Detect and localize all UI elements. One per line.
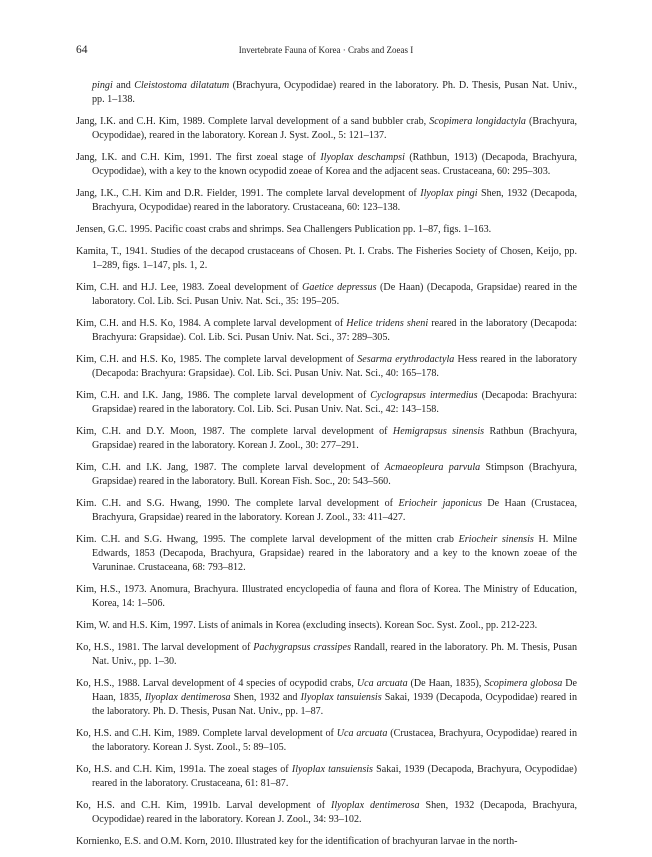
species-name: Gaetice depressus (302, 281, 377, 293)
reference-entry-jang-kim-1991 (76, 151, 577, 179)
reference-text: Ko, H.S., 1981. The larval development of (76, 641, 254, 653)
reference-text: Hess reared in the laboratory (Decapoda: Brachyura: Grapsidae). Col. Lib. Sci. Pusan Univ. Nat. Sci., 40: 165–178. (92, 353, 577, 379)
reference-entry-kim-jang-1986 (76, 389, 577, 417)
species-name: Ilyoplax dentimerosa (331, 800, 420, 811)
reference-text: (Brachyura, Ocypodidae), reared in the laboratory. Korean J. Syst. Zool., 5: 121–137. (92, 116, 577, 142)
reference-text: Kamita, T., 1941. Studies of the decapod crustaceans of Chosen. Pt. I. Crabs. The Fisheries Society of Chosen, Keijo, pp. 1–289, figs. 1–147, pls. 1, 2. (76, 245, 577, 271)
reference-text: (De Haan, 1835), (407, 677, 485, 689)
species-name: Cleistostoma dilatatum (134, 80, 230, 91)
reference-text: (De Haan) (Decapoda, Grapsidae) reared in the laboratory. Col. Lib. Sci. Pusan Univ. Nat. Sci., 35: 195–205. (92, 281, 578, 307)
reference-entry-kim-ko-1984 (76, 317, 577, 345)
reference-list (76, 79, 577, 857)
reference-text: Kim, C.H. and H.J. Lee, 1983. Zoeal development of (76, 281, 303, 293)
reference-text: Ko, H.S., 1988. Larval development of 4 species of ocypodid crabs, (76, 677, 357, 689)
reference-entry-kim-hwang-1995 (76, 533, 577, 576)
species-name: Ilyoplax dentimerosa (144, 692, 231, 703)
reference-text: (Rathbun, 1913) (Decapoda, Brachyura, Ocypodidae), with a key to the known ocypodid zoeae of Korea and the adjacent seas. Crustaceana, 60: 295–303. (92, 152, 577, 178)
reference-text: Kim, H.S., 1973. Anomura, Brachyura. Illustrated encyclopedia of fauna and flora of Korea. The Ministry of Education, Korea, 14: 1–506. (76, 584, 577, 610)
reference-text: Jang, I.K. and C.H. Kim, 1991. The first zoeal stage of (76, 152, 321, 163)
reference-entry-ko-1981 (76, 641, 577, 669)
reference-text: Ko, H.S. and C.H. Kim, 1991b. Larval development of (76, 800, 331, 811)
reference-entry-kim-moon-1987 (76, 425, 577, 453)
reference-text: Randall, reared in the laboratory. Ph. M. Thesis, Pusan Nat. Univ., pp. 1–30. (92, 641, 577, 667)
reference-text: Kornienko, E.S. and O.M. Korn, 2010. Illustrated key for the identification of brachyuran larvae in the north- (76, 836, 518, 847)
reference-entry-jang-kim-fielder-1991 (76, 187, 577, 215)
reference-text: De Haan, 1835, (92, 677, 578, 703)
reference-text: Kim, W. and H.S. Kim, 1997. Lists of animals in Korea (excluding insects). Korean Soc. Syst. Zool., pp. 212-223. (76, 620, 538, 631)
species-name: pingi (92, 80, 113, 91)
reference-entry-kim-lee-1983 (76, 281, 577, 309)
reference-text: and (112, 80, 135, 91)
reference-text: Jensen, G.C. 1995. Pacific coast crabs and shrimps. Sea Challengers Publication pp. 1–87, figs. 1–163. (76, 224, 492, 235)
reference-entry-jang-kim-1989 (76, 115, 577, 143)
species-name: Eriocheir sinensis (458, 533, 534, 545)
reference-entry-ko-kim-1991a (76, 763, 577, 791)
reference-text: (Decapoda: Brachyura: Grapsidae) reared in the laboratory. Col. Lib. Sci. Pusan Univ. Nat. Sci., 42: 143–158. (92, 389, 578, 415)
reference-text: Kim. C.H. and S.G. Hwang, 1990. The complete larval development of (76, 497, 399, 509)
species-name: Scopimera globosa (484, 677, 563, 689)
species-name: Ilyoplax pingi (420, 188, 478, 199)
reference-text: Shen, 1932 and (230, 692, 301, 703)
reference-text: (Brachyura, Ocypodidae) reared in the laboratory. Ph. D. Thesis, Pusan Nat. Univ., pp. 1–138. (92, 80, 578, 106)
species-name: Cyclograpsus intermedius (370, 389, 478, 401)
reference-text: Sakai, 1939 (Decapoda, Brachyura, Ocypodidae) reared in the laboratory. Crustaceana, 61: 81–87. (92, 764, 577, 790)
species-name: Ilyoplax tansuiensis (300, 692, 382, 703)
species-name: Sesarma erythrodactyla (357, 353, 455, 365)
reference-text: Kim, C.H. and I.K. Jang, 1987. The complete larval development of (76, 461, 385, 473)
reference-entry-ko-kim-1991b (76, 799, 577, 827)
reference-entry-kornienko-korn-2010 (76, 835, 577, 849)
page-number: 64 (76, 44, 88, 56)
species-name: Uca arcuata (356, 677, 408, 689)
reference-text: Kim, C.H. and H.S. Ko, 1984. A complete larval development of (76, 317, 347, 329)
reference-entry-ko-1988 (76, 677, 577, 720)
reference-text: Kim, C.H. and H.S. Ko, 1985. The complete larval development of (76, 353, 358, 365)
species-name: Ilyoplax tansuiensis (291, 764, 373, 775)
reference-text: Rathbun (Brachyura, Grapsidae) reared in the laboratory. Korean J. Zool., 30: 277–291. (92, 425, 577, 451)
reference-entry-kim-jang-1987 (76, 461, 577, 489)
species-name: Hemigrapsus sinensis (392, 425, 485, 437)
reference-entry-ko-kim-1989 (76, 727, 577, 755)
reference-text: Kim, C.H. and I.K. Jang, 1986. The complete larval development of (76, 389, 371, 401)
reference-text: reared in the laboratory (Decapoda: Brachyura: Grapsidae). Col. Lib. Sci. Pusan Univ. Nat. Sci., 37: 289–305. (92, 317, 578, 343)
reference-entry-kim-hs-1973 (76, 583, 577, 611)
species-name: Helice tridens sheni (346, 317, 429, 329)
reference-text: Sakai, 1939 (Decapoda, Ocypodidae) reared in the laboratory. Ph. D. Thesis, Pusan Nat. Univ., pp. 1–87. (92, 692, 578, 718)
reference-entry-jensen-1995 (76, 223, 577, 237)
reference-text: Shen, 1932 (Decapoda, Brachyura, Ocypodidae) reared in the laboratory. Korean J. Zool., 34: 93–102. (92, 800, 577, 826)
reference-text: Jang, I.K., C.H. Kim and D.R. Fielder, 1991. The complete larval development of (76, 188, 421, 199)
reference-entry-kim-kim-1997 (76, 619, 577, 633)
species-name: Acmaeopleura parvula (384, 461, 481, 473)
reference-text: Kim, C.H. and D.Y. Moon, 1987. The complete larval development of (76, 425, 393, 437)
species-name: Scopimera longidactyla (429, 116, 526, 127)
reference-text: (Crustacea, Brachyura, Ocypodidae) reared in the laboratory. Korean J. Syst. Zool., 5: 89–105. (92, 728, 577, 754)
reference-entry-kim-ko-1985 (76, 353, 577, 381)
species-name: Uca arcuata (336, 728, 388, 739)
running-head: Invertebrate Fauna of Korea · Crabs and Zoeas I (238, 45, 414, 55)
reference-text: De Haan (Crustacea, Brachyura, Grapsidae) reared in the laboratory. Korean J. Zool., 33: 411–427. (92, 497, 577, 523)
reference-entry-kamita-1941 (76, 245, 577, 273)
reference-text: H. Milne Edwards, 1853 (Decapoda, Brachyura, Grapsidae) reared in the laboratory and a key to the known zoeae of the Varuninae. Crustaceana, 68: 793–812. (92, 533, 577, 574)
reference-entry-cont-pingi (76, 79, 577, 107)
reference-text: Kim. C.H. and S.G. Hwang, 1995. The complete larval development of the mitten crab (76, 533, 459, 545)
reference-text: Ko, H.S. and C.H. Kim, 1989. Complete larval development of (76, 728, 337, 739)
species-name: Eriocheir japonicus (398, 497, 482, 509)
reference-text: Shen, 1932 (Decapoda, Brachyura, Ocypodidae) reared in the laboratory. Crustaceana, 60: 123–138. (92, 188, 578, 214)
species-name: Ilyoplax deschampsi (320, 152, 405, 163)
reference-entry-kim-hwang-1990 (76, 497, 577, 525)
reference-text: Ko, H.S. and C.H. Kim, 1991a. The zoeal stages of (76, 764, 292, 775)
reference-text: Jang, I.K. and C.H. Kim, 1989. Complete larval development of a sand bubbler crab, (76, 116, 430, 127)
species-name: Pachygrapsus crassipes (253, 641, 351, 653)
reference-text: Stimpson (Brachyura, Grapsidae) reared in the laboratory. Bull. Korean Fish. Soc., 20: 543–560. (92, 461, 577, 487)
